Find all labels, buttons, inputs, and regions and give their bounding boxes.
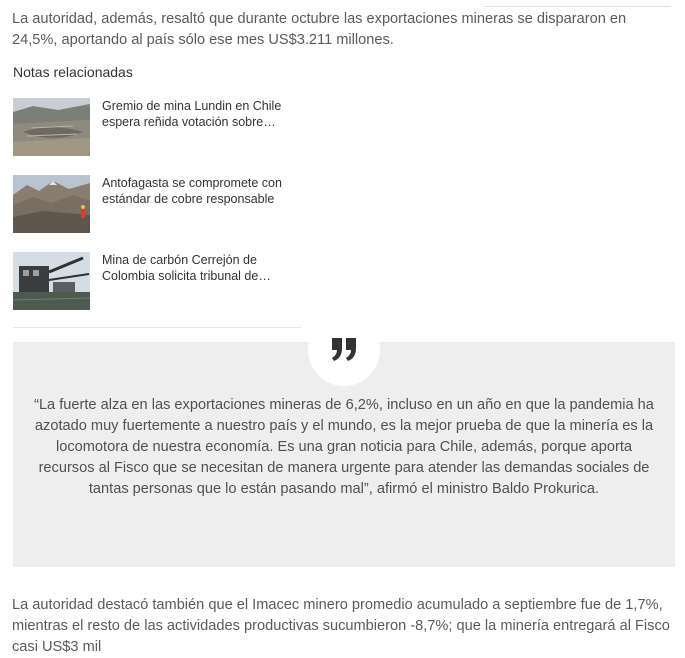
related-note-item[interactable] <box>13 252 303 310</box>
related-note-title[interactable]: Mina de carbón Cerrejón de Colombia solicita tribunal de… <box>102 253 271 283</box>
quote-mark-icon <box>328 334 360 366</box>
related-notes-heading: Notas relacionadas <box>13 64 133 80</box>
open-pit-mine-photo[interactable] <box>13 98 90 156</box>
related-notes-divider <box>13 327 301 328</box>
pull-quote-text: “La fuerte alza en las exportaciones mineras de 6,2%, incluso en un año en que la pandemia ha azotado muy fuertemente a nuestro país y el mundo, es la mejor prueba de que la minería es la locomotora de nuestra economía. Es una gran noticia para Chile, además, porque aporta recursos al Fisco que se necesitan de manera urgente para atender las demandas sociales de tantas personas que lo están pasando mal”, afirmó el ministro Baldo Prokurica. <box>34 397 654 497</box>
body-paragraph: La autoridad destacó también que el Imacec minero promedio acumulado a septiembre fue de 1,7%, mientras el resto de las actividades productivas sucumbieron -8,7%; que la minería entregará al Fisco casi US$3 mil <box>12 597 670 655</box>
related-note-title[interactable]: Antofagasta se compromete con estándar de cobre responsable <box>102 176 282 206</box>
coal-machinery-photo[interactable] <box>13 252 90 310</box>
top-divider <box>483 6 671 7</box>
quote-badge <box>308 314 380 386</box>
intro-paragraph: La autoridad, además, resaltó que durante octubre las exportaciones mineras se dispararon en 24,5%, aportando al país sólo ese mes US$3.211 millones. <box>12 11 627 48</box>
related-note-item[interactable] <box>13 98 303 156</box>
related-note-item[interactable] <box>13 175 303 233</box>
related-note-title[interactable]: Gremio de mina Lundin en Chile espera reñida votación sobre… <box>102 99 282 129</box>
mountain-mine-photo[interactable] <box>13 175 90 233</box>
